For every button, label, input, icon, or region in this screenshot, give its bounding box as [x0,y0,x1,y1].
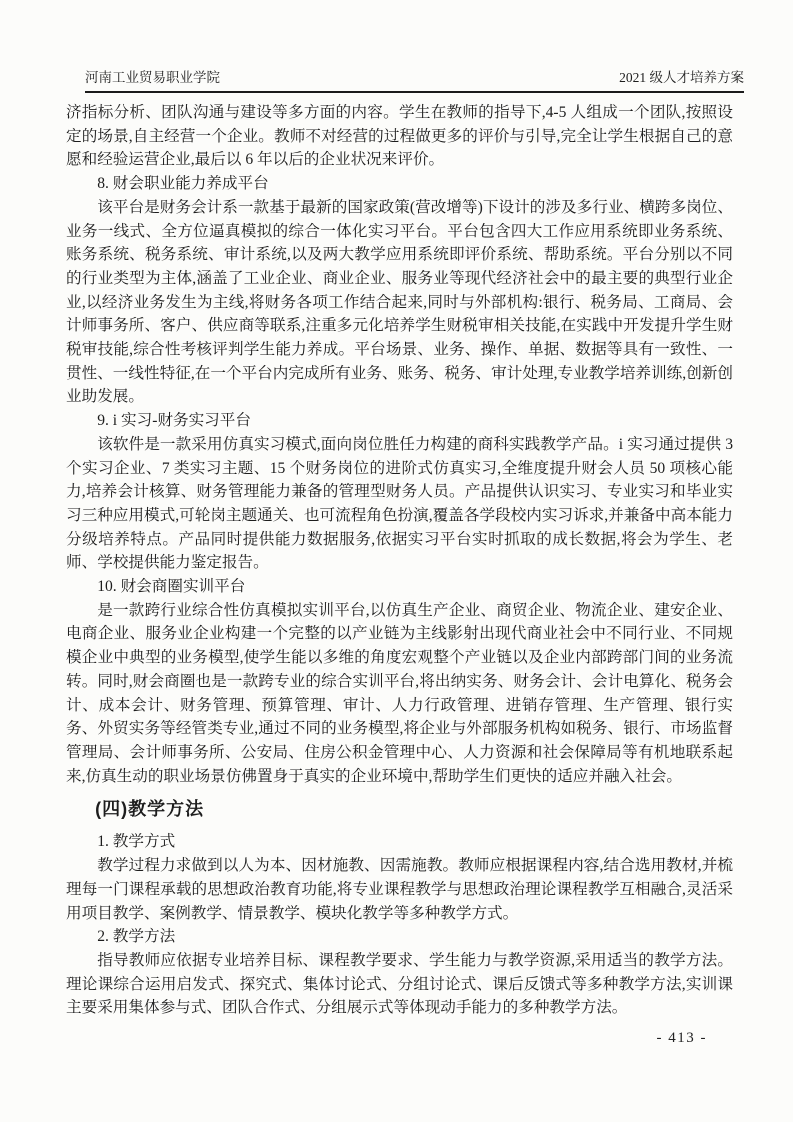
section-item-8: 8. 财会职业能力养成平台 [97,175,269,193]
section-item-10: 10. 财会商圈实训平台 [97,578,246,596]
paragraph-platform-10: 是一款跨行业综合性仿真模拟实训平台,以仿真生产企业、商贸企业、物流企业、建安企业、电商企业、服务业企业构建一个完整的以产业链为主线影射出现代商业社会中不同行业、不同规模企业中典型的业务模型,使学生能以多维的角度宏观整个产业链以及企业内部跨部门间的业务流转。同时,财会商圈也是一款跨专业的综合实训平台,将出纳实务、财务会计、会计电算化、税务会计、成本会计、财务管理、预算管理、审计、人力行政管理、进销存管理、生产管理、银行实务、外贸实务等经管类专业,通过不同的业务模型,将企业与外部服务机构如税务、银行、市场监督管理局、会计师事务所、公安局、住房公积金管理中心、人力资源和社会保障局等有机地联系起来,仿真生动的职业场景仿佛置身于真实的企业环境中,帮助学生们更快的适应并融入社会。 [66,601,733,785]
header-plan-title: 2021 级人才培养方案 [619,70,744,85]
heading-teaching-methods: (四)教学方法 [95,799,205,820]
paragraph-teaching-mode: 教学过程力求做到以人为本、因材施教、因需施教。教师应根据课程内容,结合选用教材,并梳理每一门课程承载的思想政治教育功能,将专业课程教学与思想政治理论课程教学互相融合,灵活采用项目教学、案例教学、情景教学、模块化教学等多种教学方式。 [66,857,733,922]
paragraph-platform-8: 该平台是财务会计系一款基于最新的国家政策(营改增等)下设计的涉及多行业、横跨多岗位、业务一线式、全方位逼真模拟的综合一体化实习平台。平台包含四大工作应用系统即业务系统、账务系统、税务系统、审计系统,以及两大教学应用系统即评价系统、帮助系统。平台分别以不同的行业类型为主体,涵盖了工业企业、商业企业、服务业等现代经济社会中的最主要的典型行业企业,以经济业务发生为主线,将财务各项工作结合起来,同时与外部机构:银行、税务局、工商局、会计师事务所、客户、供应商等联系,注重多元化培养学生财税审相关技能,在实践中开发提升学生财税审技能,综合性考核评判学生能力养成。平台场景、业务、操作、单据、数据等具有一致性、一贯性、一线性特征,在一个平台内完成所有业务、账务、税务、审计处理,专业教学培养训练,创新创业助发展。 [66,198,733,406]
document-body [66,101,733,1020]
section-item-9: 9. i 实习-财务实习平台 [97,412,251,430]
page-number: - 413 - [656,1030,707,1046]
item-teaching-mode: 1. 教学方式 [97,833,176,851]
page-header [85,70,744,93]
item-teaching-method: 2. 教学方法 [97,928,176,946]
paragraph-continuation: 济指标分析、团队沟通与建设等多方面的内容。学生在教师的指导下,4-5 人组成一个团队,按照设定的场景,自主经营一个企业。教师不对经营的过程做更多的评价与引导,完全让学生根据自己的意愿和经验运营企业,最后以 6 年以后的企业状况来评价。 [66,104,733,169]
paragraph-platform-9: 该软件是一款采用仿真实习模式,面向岗位胜任力构建的商科实践教学产品。i 实习通过提供 3 个实习企业、7 类实习主题、15 个财务岗位的进阶式仿真实习,全维度提升财会人员 50 项核心能力,培养会计核算、财务管理能力兼备的管理型财务人员。产品提供认识实习、专业实习和毕业实习三种应用模式,可轮岗主题通关、也可流程角色扮演,覆盖各学段校内实习诉求,并兼备中高本能力分级培养特点。产品同时提供能力数据服务,依据实习平台实时抓取的成长数据,将会为学生、老师、学校提供能力鉴定报告。 [66,435,733,572]
header-school-name: 河南工业贸易职业学院 [85,70,220,85]
paragraph-teaching-method: 指导教师应依据专业培养目标、课程教学要求、学生能力与教学资源,采用适当的教学方法。理论课综合运用启发式、探究式、集体讨论式、分组讨论式、课后反馈式等多种教学方法,实训课主要采用集体参与式、团队合作式、分组展示式等体现动手能力的多种教学方法。 [66,951,733,1017]
